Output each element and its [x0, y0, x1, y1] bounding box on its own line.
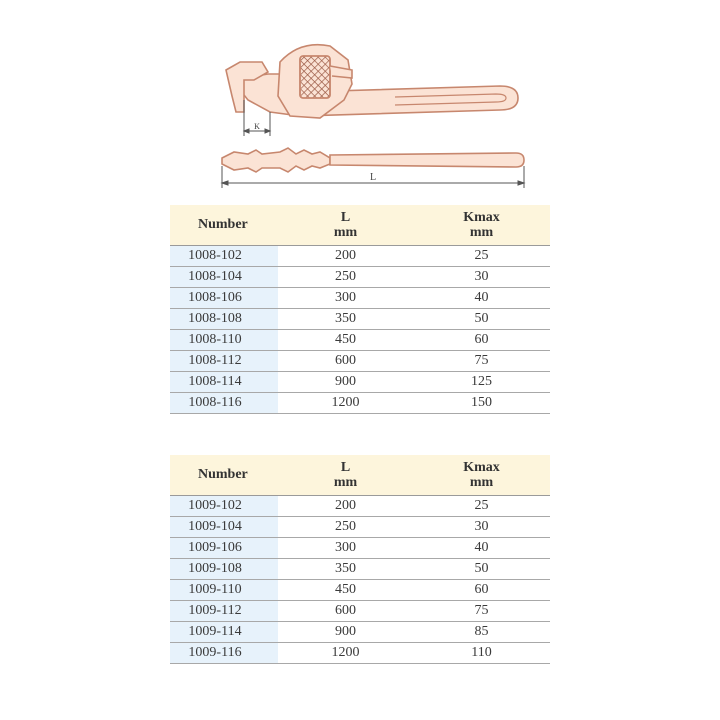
cell-kmax: 40 — [413, 287, 550, 308]
table-row — [170, 516, 550, 537]
table-row — [170, 495, 550, 516]
cell-kmax: 60 — [413, 579, 550, 600]
cell-number: 1008-108 — [170, 308, 278, 329]
cell-kmax: 25 — [413, 495, 550, 516]
cell-length: 900 — [278, 621, 413, 642]
spec-table-1009 — [170, 455, 550, 664]
header-kmax-unit: mm — [469, 224, 494, 240]
header-kmax — [413, 455, 550, 495]
table-row — [170, 392, 550, 413]
cell-length: 200 — [278, 495, 413, 516]
cell-number: 1009-110 — [170, 579, 278, 600]
cell-kmax: 50 — [413, 308, 550, 329]
cell-length: 450 — [278, 579, 413, 600]
header-length-unit: mm — [333, 474, 358, 490]
table-row — [170, 329, 550, 350]
cell-kmax: 25 — [413, 245, 550, 266]
header-kmax — [413, 205, 550, 245]
cell-number: 1009-104 — [170, 516, 278, 537]
cell-number: 1008-110 — [170, 329, 278, 350]
table-row — [170, 537, 550, 558]
cell-length: 350 — [278, 308, 413, 329]
cell-length: 600 — [278, 350, 413, 371]
header-number: Number — [170, 205, 278, 245]
cell-kmax: 125 — [413, 371, 550, 392]
cell-length: 300 — [278, 287, 413, 308]
table-row — [170, 600, 550, 621]
cell-number: 1008-102 — [170, 245, 278, 266]
k-dimension-label: K — [254, 122, 260, 131]
spec-table-1008 — [170, 205, 550, 414]
cell-kmax: 30 — [413, 516, 550, 537]
table-row — [170, 245, 550, 266]
cell-kmax: 40 — [413, 537, 550, 558]
cell-kmax: 110 — [413, 642, 550, 663]
table-row — [170, 558, 550, 579]
table-row — [170, 621, 550, 642]
header-kmax-unit: mm — [469, 474, 494, 490]
table-row — [170, 642, 550, 663]
cell-length: 200 — [278, 245, 413, 266]
cell-number: 1008-104 — [170, 266, 278, 287]
cell-length: 300 — [278, 537, 413, 558]
cell-length: 600 — [278, 600, 413, 621]
header-length — [278, 455, 413, 495]
cell-number: 1009-102 — [170, 495, 278, 516]
cell-kmax: 30 — [413, 266, 550, 287]
table-row — [170, 579, 550, 600]
table-row — [170, 308, 550, 329]
wrench-side-view — [226, 45, 518, 118]
table-row — [170, 266, 550, 287]
cell-number: 1008-106 — [170, 287, 278, 308]
header-kmax-label: Kmax — [463, 209, 500, 225]
pipe-wrench-diagram — [0, 0, 720, 200]
l-dimension-label: L — [369, 172, 377, 183]
cell-number: 1009-112 — [170, 600, 278, 621]
table-row — [170, 371, 550, 392]
cell-number: 1009-116 — [170, 642, 278, 663]
header-length-unit: mm — [333, 224, 358, 240]
cell-kmax: 150 — [413, 392, 550, 413]
table-row — [170, 287, 550, 308]
cell-number: 1008-112 — [170, 350, 278, 371]
cell-kmax: 50 — [413, 558, 550, 579]
cell-number: 1008-116 — [170, 392, 278, 413]
table-header-row — [170, 455, 550, 495]
cell-kmax: 85 — [413, 621, 550, 642]
cell-kmax: 75 — [413, 350, 550, 371]
cell-length: 1200 — [278, 642, 413, 663]
header-length-label: L — [340, 459, 351, 475]
cell-number: 1009-106 — [170, 537, 278, 558]
cell-number: 1009-108 — [170, 558, 278, 579]
header-length-label: L — [340, 209, 351, 225]
cell-kmax: 60 — [413, 329, 550, 350]
cell-length: 250 — [278, 516, 413, 537]
cell-length: 350 — [278, 558, 413, 579]
cell-number: 1008-114 — [170, 371, 278, 392]
cell-length: 1200 — [278, 392, 413, 413]
cell-number: 1009-114 — [170, 621, 278, 642]
table-row — [170, 350, 550, 371]
cell-length: 450 — [278, 329, 413, 350]
table-header-row — [170, 205, 550, 245]
cell-length: 250 — [278, 266, 413, 287]
header-number: Number — [170, 455, 278, 495]
cell-kmax: 75 — [413, 600, 550, 621]
header-kmax-label: Kmax — [463, 459, 500, 475]
cell-length: 900 — [278, 371, 413, 392]
header-length — [278, 205, 413, 245]
wrench-top-view — [222, 148, 524, 172]
